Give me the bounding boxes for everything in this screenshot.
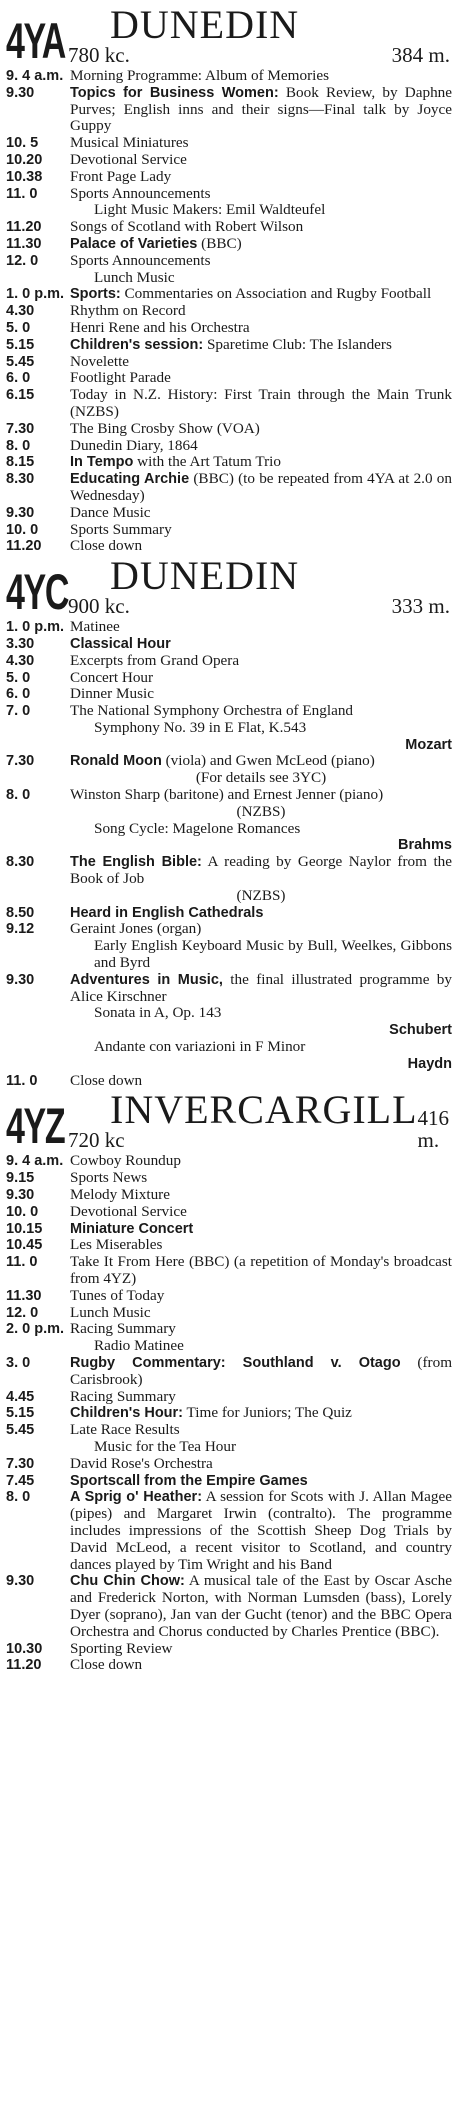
programme-entry	[6, 1405, 452, 1422]
programme-body	[70, 753, 452, 787]
programme-time: 5.15	[6, 336, 35, 353]
programme-text: Henri Rene and his Orchestra	[70, 318, 250, 336]
programme-time: 4.30	[6, 303, 35, 320]
programme-note: (NZBS)	[236, 802, 286, 820]
programme-entry	[6, 522, 452, 539]
programme-body	[70, 169, 452, 186]
programme-detail: Early English Keyboard Music by Bull, Weelkes, Gibbons and Byrd	[94, 937, 452, 972]
programme-entry	[6, 186, 452, 220]
programme-text: Front Page Lady	[70, 167, 172, 185]
programme-entry	[6, 354, 452, 371]
station-4yz	[6, 1087, 453, 1674]
programme-composer: Haydn	[407, 1055, 452, 1072]
programme-body	[70, 522, 452, 539]
programme-entry	[6, 1641, 452, 1658]
programme-body	[70, 286, 452, 303]
programme-body	[70, 219, 452, 236]
programme-entry	[6, 387, 452, 421]
programme-time: 9.12	[6, 921, 35, 938]
station-name-block	[68, 2, 300, 67]
programme-body	[70, 303, 452, 320]
programme-time: 10. 0	[6, 1203, 39, 1220]
programme-entry	[6, 653, 452, 670]
programme-title: Classical Hour	[70, 635, 171, 652]
programme-body	[70, 68, 452, 85]
programme-detail: Radio Matinee	[94, 1337, 184, 1355]
programme-body	[70, 1489, 452, 1573]
programme-text: Devotional Service	[70, 1202, 187, 1220]
programme-body	[70, 1389, 452, 1406]
programme-entry	[6, 286, 452, 303]
programme-body	[70, 186, 452, 220]
programme-title: Children's Hour:	[70, 1405, 184, 1422]
programme-time: 11. 0	[6, 1254, 38, 1271]
programme-body	[70, 1288, 452, 1305]
programme-body	[70, 1153, 452, 1170]
programme-time: 10.30	[6, 1640, 43, 1657]
programme-detail: Sonata in A, Op. 143	[94, 1004, 222, 1022]
programme-title: Children's session:	[70, 336, 204, 353]
programme-text: Close down	[70, 537, 143, 555]
programme-time: 11. 0	[6, 1072, 38, 1089]
programme-entry	[6, 505, 452, 522]
programme-entry	[6, 236, 452, 253]
programme-body	[70, 1473, 452, 1490]
programme-title: Topics for Business Women:	[70, 84, 279, 101]
programme-text: Excerpts from Grand Opera	[70, 651, 240, 669]
programme-entry	[6, 972, 452, 1073]
programme-text: Book Review, by Daphne Purves; English inns and their signs—Final talk by Joyce Guppy	[70, 83, 452, 135]
programme-time: 1. 0 p.m.	[6, 619, 65, 636]
programme-text: Racing Summary	[70, 1387, 176, 1405]
programme-entry	[6, 686, 452, 703]
programme-body	[70, 686, 452, 703]
programme-body	[70, 1573, 452, 1640]
programme-entry	[6, 1389, 452, 1406]
station-frequency: 780 kc.	[68, 43, 130, 67]
programme-body	[70, 454, 452, 471]
programme-time: 12. 0	[6, 252, 39, 269]
programme-entry	[6, 471, 452, 505]
programme-time: 9.30	[6, 84, 35, 101]
station-header	[6, 2, 452, 69]
programme-body	[70, 619, 452, 636]
programme-text: Dunedin Diary, 1864	[70, 436, 198, 454]
programme-time: 4.30	[6, 652, 35, 669]
programme-text: Sporting Review	[70, 1639, 173, 1657]
programme-text: with the Art Tatum Trio	[137, 453, 281, 471]
programme-body	[70, 670, 452, 687]
programme-time: 11.20	[6, 538, 42, 555]
programme-text: Dinner Music	[70, 685, 154, 703]
programme-text: Sports News	[70, 1169, 148, 1187]
programme-entry	[6, 1473, 452, 1490]
station-callsign: 4YZ	[6, 1098, 65, 1155]
programme-detail: Music for the Tea Hour	[94, 1437, 237, 1455]
station-city: DUNEDIN	[110, 2, 300, 47]
programme-time: 5. 0	[6, 669, 31, 686]
programme-entry	[6, 152, 452, 169]
programme-body	[70, 1305, 452, 1322]
programme-title: Heard in English Cathedrals	[70, 904, 264, 921]
programme-detail: Symphony No. 39 in E Flat, K.543	[94, 718, 307, 736]
programme-title: The English Bible:	[70, 854, 202, 871]
programme-composer: Mozart	[405, 736, 452, 753]
programme-text: Tunes of Today	[70, 1286, 165, 1304]
programme-text: Novelette	[70, 352, 130, 370]
programme-time: 6.15	[6, 387, 35, 404]
programme-body	[70, 505, 452, 522]
programme-text: The Bing Crosby Show (VOA)	[70, 419, 260, 437]
programme-entry	[6, 1422, 452, 1456]
station-callsign: 4YA	[6, 13, 65, 69]
programme-text: (BBC) (to be repeated from 4YA at 2.0 on Wednesday)	[70, 470, 452, 504]
station-city: INVERCARGILL	[110, 1087, 418, 1133]
programme-title: Sports:	[70, 286, 121, 303]
station-name-block	[68, 553, 300, 619]
programme-entry	[6, 1254, 452, 1288]
programme-time: 7. 0	[6, 703, 31, 720]
programme-time: 8. 0	[6, 787, 31, 804]
programme-entry	[6, 670, 452, 687]
programme-entry	[6, 619, 452, 636]
programme-entry	[6, 636, 452, 653]
programme-time: 10. 5	[6, 135, 39, 152]
programme-time: 5.15	[6, 1405, 35, 1422]
programme-entry	[6, 438, 452, 455]
programme-time: 9.15	[6, 1170, 35, 1187]
station-callsign: 4YC	[6, 564, 69, 621]
programme-body	[70, 1422, 452, 1456]
programme-body	[70, 387, 452, 421]
programme-entry	[6, 703, 452, 753]
programme-body	[70, 85, 452, 135]
programme-title: Palace of Varieties	[70, 235, 198, 252]
programme-time: 7.30	[6, 753, 35, 770]
programme-body	[70, 854, 452, 904]
programme-note: (For details see 3YC)	[195, 769, 327, 787]
programme-detail: Song Cycle: Magelone Romances	[94, 819, 301, 837]
programme-entry	[6, 1355, 452, 1389]
programme-body	[70, 1321, 452, 1355]
station-wavelength: 384 m.	[391, 43, 450, 67]
station-header	[6, 553, 452, 621]
programme-time: 9.30	[6, 1573, 35, 1590]
programme-body	[70, 972, 452, 1073]
programme-text: Sparetime Club: The Islanders	[206, 335, 392, 353]
programme-time: 11.20	[6, 219, 42, 236]
programme-text: The National Symphony Orchestra of England	[70, 702, 354, 720]
programme-text: Commentaries on Association and Rugby Football	[124, 285, 432, 303]
programme-text: Footlight Parade	[70, 369, 171, 387]
programme-time: 6. 0	[6, 686, 31, 703]
programme-time: 8.30	[6, 471, 35, 488]
programme-time: 9.30	[6, 504, 35, 521]
programme-body	[70, 1170, 452, 1187]
programme-title: In Tempo	[70, 454, 134, 471]
programme-title: Adventures in Music,	[70, 971, 223, 988]
programme-body	[70, 636, 452, 653]
programme-text: Today in N.Z. History: First Train through the Main Trunk (NZBS)	[70, 386, 452, 420]
station-wavelength: 416 m.	[417, 1106, 450, 1153]
programme-text: Time for Juniors; The Quiz	[186, 1404, 352, 1422]
programme-body	[70, 1221, 452, 1238]
programme-body	[70, 1456, 452, 1473]
programme-time: 8.15	[6, 454, 35, 471]
programme-text: Sports Announcements	[70, 184, 211, 202]
programme-entry	[6, 1489, 452, 1573]
programme-entry	[6, 753, 452, 787]
programme-body	[70, 1187, 452, 1204]
programme-body	[70, 253, 452, 287]
programme-time: 8.30	[6, 854, 35, 871]
programme-time: 11. 0	[6, 185, 38, 202]
programme-time: 10. 0	[6, 521, 39, 538]
programme-time: 12. 0	[6, 1304, 39, 1321]
programme-text: Morning Programme: Album of Memories	[70, 67, 330, 84]
programme-body	[70, 1657, 452, 1674]
programme-entry	[6, 169, 452, 186]
programme-time: 1. 0 p.m.	[6, 286, 65, 303]
programme-time: 4.45	[6, 1388, 35, 1405]
programme-time: 10.15	[6, 1220, 43, 1237]
programme-text: Late Race Results	[70, 1421, 180, 1439]
programme-text: (BBC)	[201, 234, 242, 252]
programme-detail: Light Music Makers: Emil Waldteufel	[94, 201, 326, 219]
programme-entry	[6, 1237, 452, 1254]
programme-entry	[6, 1657, 452, 1674]
programme-entry	[6, 787, 452, 854]
programme-text: Close down	[70, 1656, 143, 1674]
programme-text: Melody Mixture	[70, 1186, 170, 1204]
programme-title: Rugby Commentary: Southland v. Otago	[70, 1354, 401, 1371]
programme-time: 9. 4 a.m.	[6, 1153, 64, 1170]
programme-entry	[6, 85, 452, 135]
programme-entry	[6, 320, 452, 337]
station-wavelength: 333 m.	[391, 594, 450, 619]
programme-text: Concert Hour	[70, 668, 154, 686]
programme-title: Chu Chin Chow:	[70, 1573, 185, 1590]
programme-time: 9.30	[6, 971, 35, 988]
programme-composer: Brahms	[398, 837, 452, 854]
programme-body	[70, 653, 452, 670]
programme-time: 8.50	[6, 904, 35, 921]
programme-entry	[6, 1573, 452, 1640]
programme-entry	[6, 1288, 452, 1305]
programme-time: 7.30	[6, 1455, 35, 1472]
programme-body	[70, 236, 452, 253]
programme-text: Dance Music	[70, 503, 151, 521]
programme-text: A session for Scots with J. Allan Magee (pipes) and Margaret Irwin (contralto). The programme includes impressions of the Scottish Sheep Dog Trials by David McLeod, a recent visitor to Scotland, and country dances played by Tim Wright and his Band	[70, 1488, 453, 1573]
programme-entry	[6, 303, 452, 320]
programme-entry	[6, 1153, 452, 1170]
station-frequency: 900 kc.	[68, 594, 130, 619]
programme-text: A musical tale of the East by Oscar Asche and Frederick Norton, with Norman Lumsden (bass), Lorely Dyer (soprano), Jan van der Gucht (tenor) and the BBC Opera Orchestra and Chorus conducted by Charles Prentice (BBC).	[70, 1572, 452, 1640]
programme-text: Geraint Jones (organ)	[70, 920, 202, 938]
programme-time: 10.38	[6, 168, 43, 185]
programme-text: Devotional Service	[70, 150, 187, 168]
programme-entry	[6, 905, 452, 922]
programme-time: 5.45	[6, 353, 35, 370]
programme-entry	[6, 219, 452, 236]
programme-entry	[6, 854, 452, 904]
programme-body	[70, 905, 452, 922]
programme-text: Musical Miniatures	[70, 134, 189, 152]
programme-text: David Rose's Orchestra	[70, 1454, 213, 1472]
programme-body	[70, 1237, 452, 1254]
station-header	[6, 1087, 452, 1155]
station-name-block	[68, 1087, 418, 1153]
programme-text: (from Carisbrook)	[70, 1353, 453, 1388]
programme-text: Sports Announcements	[70, 251, 211, 269]
programme-body	[70, 471, 452, 505]
programme-text: Winston Sharp (baritone) and Ernest Jenner (piano)	[70, 786, 384, 804]
programme-text: (viola) and Gwen McLeod (piano)	[165, 752, 375, 770]
station-4ya	[6, 2, 452, 555]
programme-text: Close down	[70, 1071, 143, 1089]
programme-text: Racing Summary	[70, 1320, 176, 1338]
programme-title: Ronald Moon	[70, 753, 162, 770]
programme-text: Songs of Scotland with Robert Wilson	[70, 218, 304, 236]
programme-time: 10.45	[6, 1237, 43, 1254]
programme-entry	[6, 1170, 452, 1187]
programme-entry	[6, 454, 452, 471]
programme-time: 9.30	[6, 1187, 35, 1204]
programme-title: A Sprig o' Heather:	[70, 1489, 203, 1506]
programme-time: 11.30	[6, 1287, 42, 1304]
station-frequency: 720 kc	[68, 1128, 125, 1153]
programme-body	[70, 421, 452, 438]
programme-text: Rhythm on Record	[70, 302, 186, 320]
programme-entry	[6, 1456, 452, 1473]
programme-title: Educating Archie	[70, 471, 190, 488]
programme-time: 11.20	[6, 1657, 42, 1674]
programme-body	[70, 1355, 452, 1389]
programme-time: 8. 0	[6, 437, 31, 454]
programme-entry	[6, 421, 452, 438]
programme-body	[70, 135, 452, 152]
station-4yc	[6, 553, 452, 1089]
programme-text: Les Miserables	[70, 1236, 163, 1254]
programme-text: the final illustrated programme by Alice Kirschner	[70, 970, 452, 1005]
programme-entry	[6, 1221, 452, 1238]
programme-text: Take It From Here (BBC) (a repetition of Monday's broadcast from 4YZ)	[70, 1253, 452, 1287]
programme-title: Miniature Concert	[70, 1220, 194, 1237]
programme-body	[70, 337, 452, 354]
programme-entry	[6, 921, 452, 971]
programme-detail: Lunch Music	[94, 268, 175, 286]
programme-time: 9. 4 a.m.	[6, 68, 64, 84]
programme-body	[70, 921, 452, 971]
programme-time: 7.30	[6, 420, 35, 437]
programme-entry	[6, 1204, 452, 1221]
programme-note: (NZBS)	[236, 886, 286, 904]
programme-text: Lunch Music	[70, 1303, 151, 1321]
programme-entry	[6, 135, 452, 152]
programme-body	[70, 438, 452, 455]
programme-time: 3. 0	[6, 1354, 31, 1371]
programme-time: 11.30	[6, 235, 42, 252]
programme-body	[70, 1641, 452, 1658]
programme-entry	[6, 370, 452, 387]
programme-text: Matinee	[70, 618, 120, 636]
programme-time: 6. 0	[6, 370, 31, 387]
programme-composer: Schubert	[389, 1022, 452, 1039]
station-city: DUNEDIN	[110, 553, 300, 599]
programme-entry	[6, 1305, 452, 1322]
programme-body	[70, 1405, 452, 1422]
programme-time: 10.20	[6, 151, 43, 168]
programme-time: 8. 0	[6, 1489, 31, 1506]
programme-body	[70, 787, 452, 854]
programme-entry	[6, 1187, 452, 1204]
programme-time: 5. 0	[6, 319, 31, 336]
programme-text: A reading by George Naylor from the Book of Job	[70, 853, 452, 888]
programme-detail: Andante con variazioni in F Minor	[94, 1038, 306, 1056]
programme-entry	[6, 1321, 452, 1355]
programme-body	[70, 703, 452, 753]
programme-body	[70, 152, 452, 169]
programme-time: 5.45	[6, 1422, 35, 1439]
programme-entry	[6, 337, 452, 354]
programme-time: 7.45	[6, 1472, 35, 1489]
programme-entry	[6, 253, 452, 287]
programme-time: 3.30	[6, 635, 35, 652]
programme-body	[70, 1254, 452, 1288]
programme-entry	[6, 68, 452, 85]
programme-body	[70, 370, 452, 387]
programme-body	[70, 354, 452, 371]
programme-text: Sports Summary	[70, 520, 172, 538]
programme-text: Cowboy Roundup	[70, 1152, 181, 1170]
programme-body	[70, 1204, 452, 1221]
programme-title: Sportscall from the Empire Games	[70, 1472, 308, 1489]
programme-body	[70, 320, 452, 337]
programme-time: 2. 0 p.m.	[6, 1321, 65, 1338]
